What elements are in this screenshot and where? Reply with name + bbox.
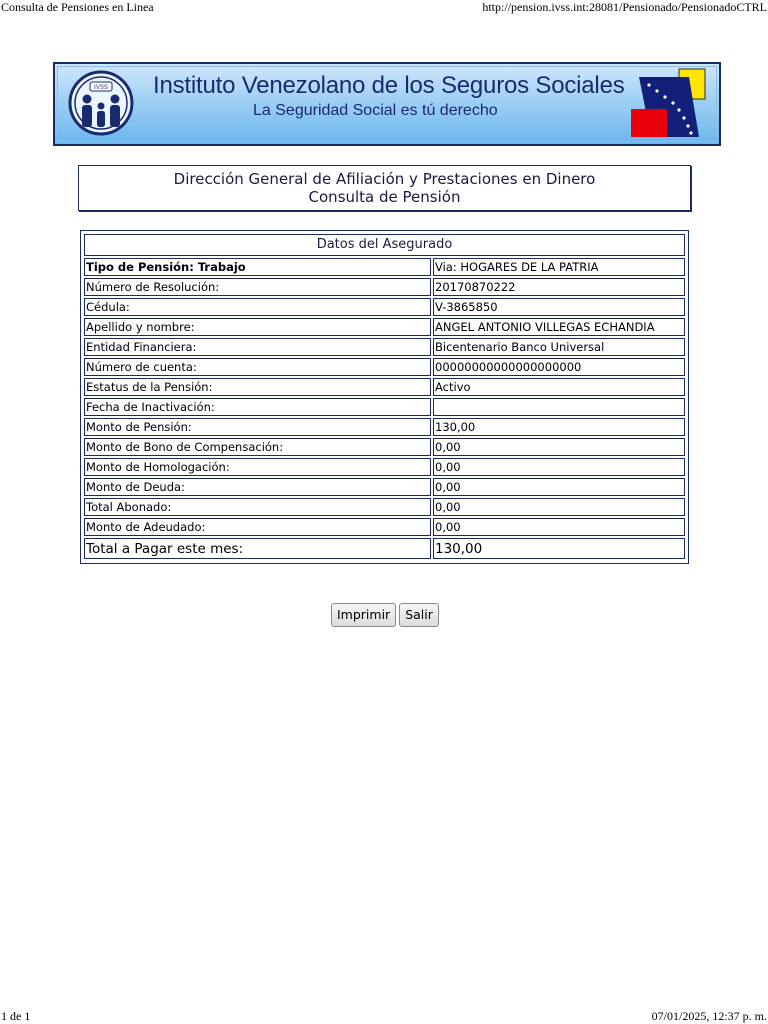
row-value: V-3865850 (433, 298, 685, 316)
table-row (84, 418, 685, 436)
total-label: Total a Pagar este mes: (84, 538, 431, 559)
row-value: 0,00 (433, 518, 685, 536)
table-caption-row (84, 234, 685, 256)
print-footer (0, 1009, 768, 1024)
banner-title: Instituto Venezolano de los Seguros Sociales (153, 72, 625, 99)
print-header-url: http://pension.ivss.int:28081/Pensionado/PensionadoCTRL (482, 0, 767, 14)
insured-data-grid (82, 232, 687, 561)
venezuela-flag-icon (631, 67, 713, 139)
row-label: Total Abonado: (84, 498, 431, 516)
insured-data-table (80, 230, 689, 564)
table-row (84, 258, 685, 276)
table-row (84, 438, 685, 456)
print-footer-page: 1 de 1 (1, 1009, 31, 1023)
row-value: 00000000000000000000 (433, 358, 685, 376)
row-label: Número de Resolución: (84, 278, 431, 296)
row-label: Entidad Financiera: (84, 338, 431, 356)
ivss-logo-icon (68, 69, 134, 139)
row-label: Cédula: (84, 298, 431, 316)
print-header-title: Consulta de Pensiones en Linea (1, 0, 154, 14)
action-buttons (331, 603, 442, 627)
table-row (84, 278, 685, 296)
row-label: Apellido y nombre: (84, 318, 431, 336)
row-value: 130,00 (433, 418, 685, 436)
row-label: Monto de Pensión: (84, 418, 431, 436)
table-row (84, 338, 685, 356)
row-value: 20170870222 (433, 278, 685, 296)
table-row (84, 378, 685, 396)
row-value: 0,00 (433, 458, 685, 476)
print-footer-datetime: 07/01/2025, 12:37 p. m. (651, 1009, 767, 1023)
ivss-banner (53, 62, 721, 146)
row-label: Número de cuenta: (84, 358, 431, 376)
row-label: Tipo de Pensión: Trabajo (84, 258, 431, 276)
row-value (433, 398, 685, 416)
exit-button[interactable]: Salir (399, 603, 439, 627)
table-row (84, 318, 685, 336)
row-label: Fecha de Inactivación: (84, 398, 431, 416)
table-row (84, 458, 685, 476)
table-row (84, 298, 685, 316)
heading-line-2: Consulta de Pensión (308, 188, 461, 206)
row-label: Monto de Deuda: (84, 478, 431, 496)
row-label: Estatus de la Pensión: (84, 378, 431, 396)
row-value: 0,00 (433, 498, 685, 516)
print-header (0, 0, 768, 16)
table-row (84, 518, 685, 536)
row-value: 0,00 (433, 438, 685, 456)
row-value: Bicentenario Banco Universal (433, 338, 685, 356)
row-label: Monto de Homologación: (84, 458, 431, 476)
table-row (84, 358, 685, 376)
total-value: 130,00 (433, 538, 685, 559)
table-row (84, 398, 685, 416)
row-value: Activo (433, 378, 685, 396)
logo-text: IVSS (94, 85, 108, 91)
print-button[interactable]: Imprimir (331, 603, 396, 627)
row-label: Monto de Bono de Compensación: (84, 438, 431, 456)
table-row (84, 478, 685, 496)
row-label: Monto de Adeudado: (84, 518, 431, 536)
heading-line-1: Dirección General de Afiliación y Prestaciones en Dinero (173, 170, 596, 188)
row-value: 0,00 (433, 478, 685, 496)
total-row (84, 538, 685, 559)
row-value: ANGEL ANTONIO VILLEGAS ECHANDIA (433, 318, 685, 336)
row-value: Via: HOGARES DE LA PATRIA (433, 258, 685, 276)
table-row (84, 498, 685, 516)
page-heading (78, 165, 691, 211)
table-caption: Datos del Asegurado (84, 234, 685, 256)
banner-subtitle: La Seguridad Social es tú derecho (253, 102, 498, 119)
